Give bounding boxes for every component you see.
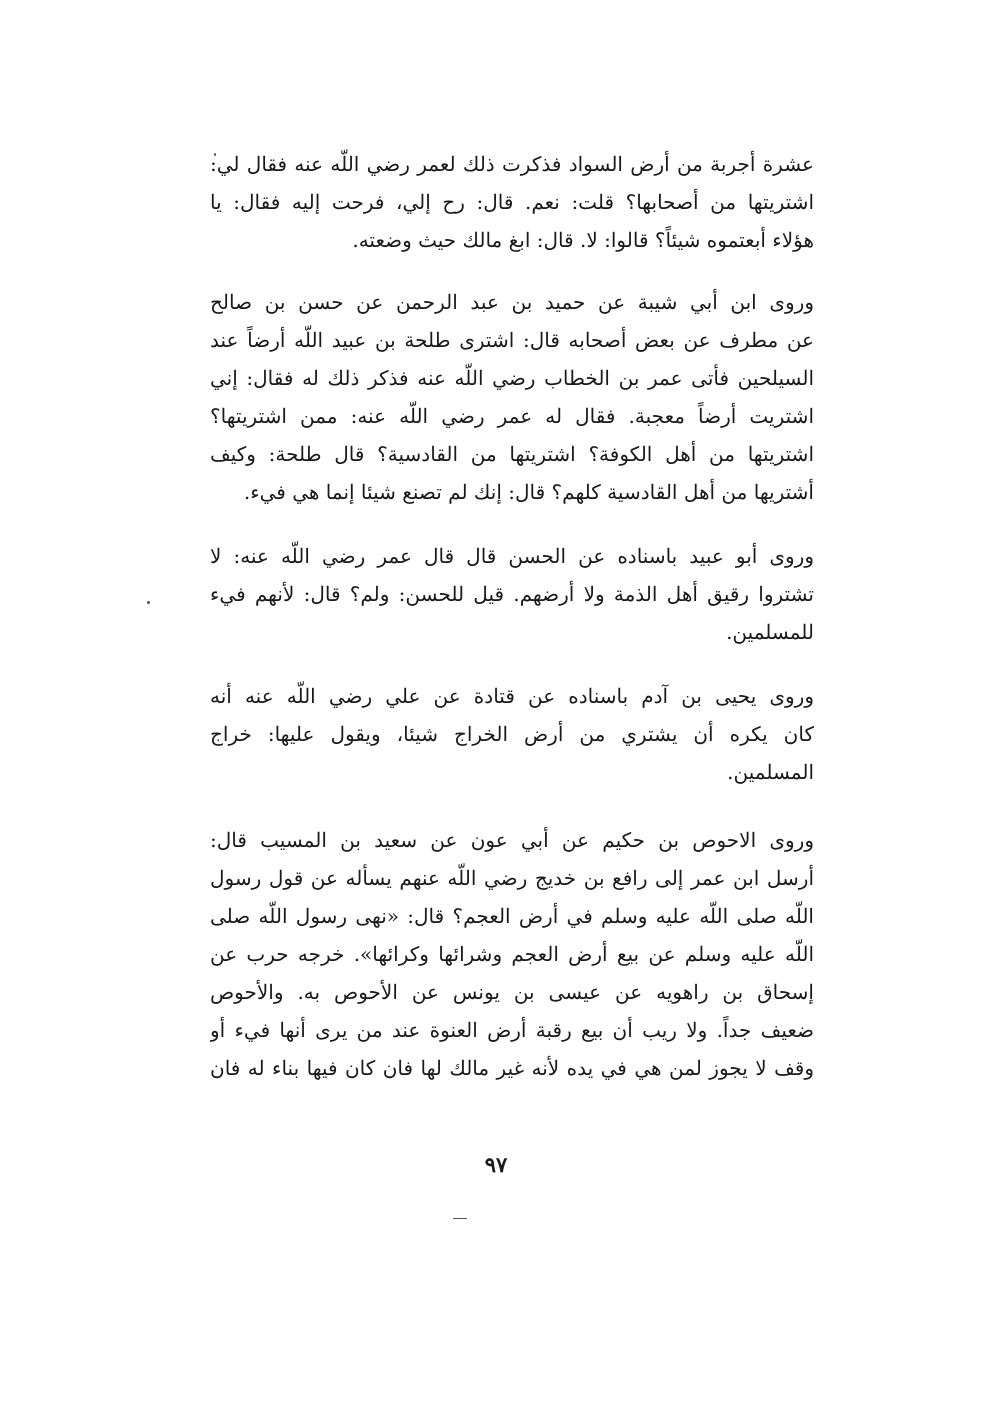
paragraph-1 — [210, 145, 814, 259]
text-line: عشرة أجربة من أرض السواد فذكرت ذلك لعمر رضي اللّه عنه فقال لي: — [210, 152, 814, 176]
text-line: اللّه عليه وسلم عن بيع أرض العجم وشرائها وكرائها». خرجه حرب عن — [210, 942, 814, 966]
text-line: اشتريتها من أصحابها؟ قلت: نعم. قال: رح إلي، فرحت إليه فقال: يا — [210, 190, 814, 214]
text-line: اشتريتها من أهل الكوفة؟ اشتريتها من القادسية؟ قال طلحة: وكيف — [210, 442, 814, 466]
text-line: أرسل ابن عمر إلى رافع بن خديج رضي اللّه عنهم يسأله عن قول رسول — [210, 866, 814, 890]
text-line: وقف لا يجوز لمن هي في يده لأنه غير مالك لها فان كان فيها بناء له فان — [210, 1056, 814, 1080]
scan-speck — [147, 601, 150, 604]
text-line: وروى يحيى بن آدم باسناده عن قتادة عن علي رضي اللّه عنه أنه — [210, 684, 814, 708]
text-line: اشتريت أرضاً معجبة. فقال له عمر رضي اللّه عنه: ممن اشتريتها؟ — [210, 404, 814, 428]
text-line: تشتروا رقيق أهل الذمة ولا أرضهم. قيل للحسن: ولم؟ قال: لأنهم فيء — [210, 582, 814, 606]
page-number: ٩٧ — [484, 1152, 508, 1177]
text-line: وروى ابن أبي شيبة عن حميد بن عبد الرحمن عن حسن بن صالح — [210, 290, 814, 314]
text-line: أشتريها من أهل القادسية كلهم؟ قال: إنك لم تصنع شيئا إنما هي فيء. — [243, 480, 814, 504]
text-line: ضعيف جداً. ولا ريب أن بيع رقبة أرض العنوة عند من يرى أنها فيء أو — [210, 1018, 814, 1042]
text-line: عن مطرف عن بعض أصحابه قال: اشترى طلحة بن عبيد اللّه أرضاً عند — [210, 328, 814, 352]
text-line: وروى أبو عبيد باسناده عن الحسن قال قال عمر رضي اللّه عنه: لا — [210, 544, 814, 568]
text-line: كان يكره أن يشتري من أرض الخراج شيئا، ويقول عليها: خراج — [210, 722, 814, 746]
body-text — [210, 145, 814, 1087]
scan-speck — [453, 1218, 467, 1219]
text-line: للمسلمين. — [726, 620, 814, 644]
paragraph-4 — [210, 677, 814, 791]
paragraph-2 — [210, 283, 814, 511]
paragraph-3 — [210, 537, 814, 651]
text-line: هؤلاء أبعتموه شيئاً؟ قالوا: لا. قال: ابغ مالك حيث وضعته. — [352, 228, 814, 252]
text-line: اللّه صلى اللّه عليه وسلم في أرض العجم؟ قال: «نهى رسول اللّه صلى — [210, 904, 814, 928]
paragraph-5 — [210, 821, 814, 1087]
text-line: السيلحين فأتى عمر بن الخطاب رضي اللّه عنه فذكر ذلك له فقال: إني — [210, 366, 814, 390]
text-line: وروى الاحوص بن حكيم عن أبي عون عن سعيد بن المسيب قال: — [210, 828, 814, 852]
text-line: المسلمين. — [727, 760, 814, 784]
text-line: إسحاق بن راهويه عن عيسى بن يونس عن الأحوص به. والأحوص — [210, 980, 814, 1004]
